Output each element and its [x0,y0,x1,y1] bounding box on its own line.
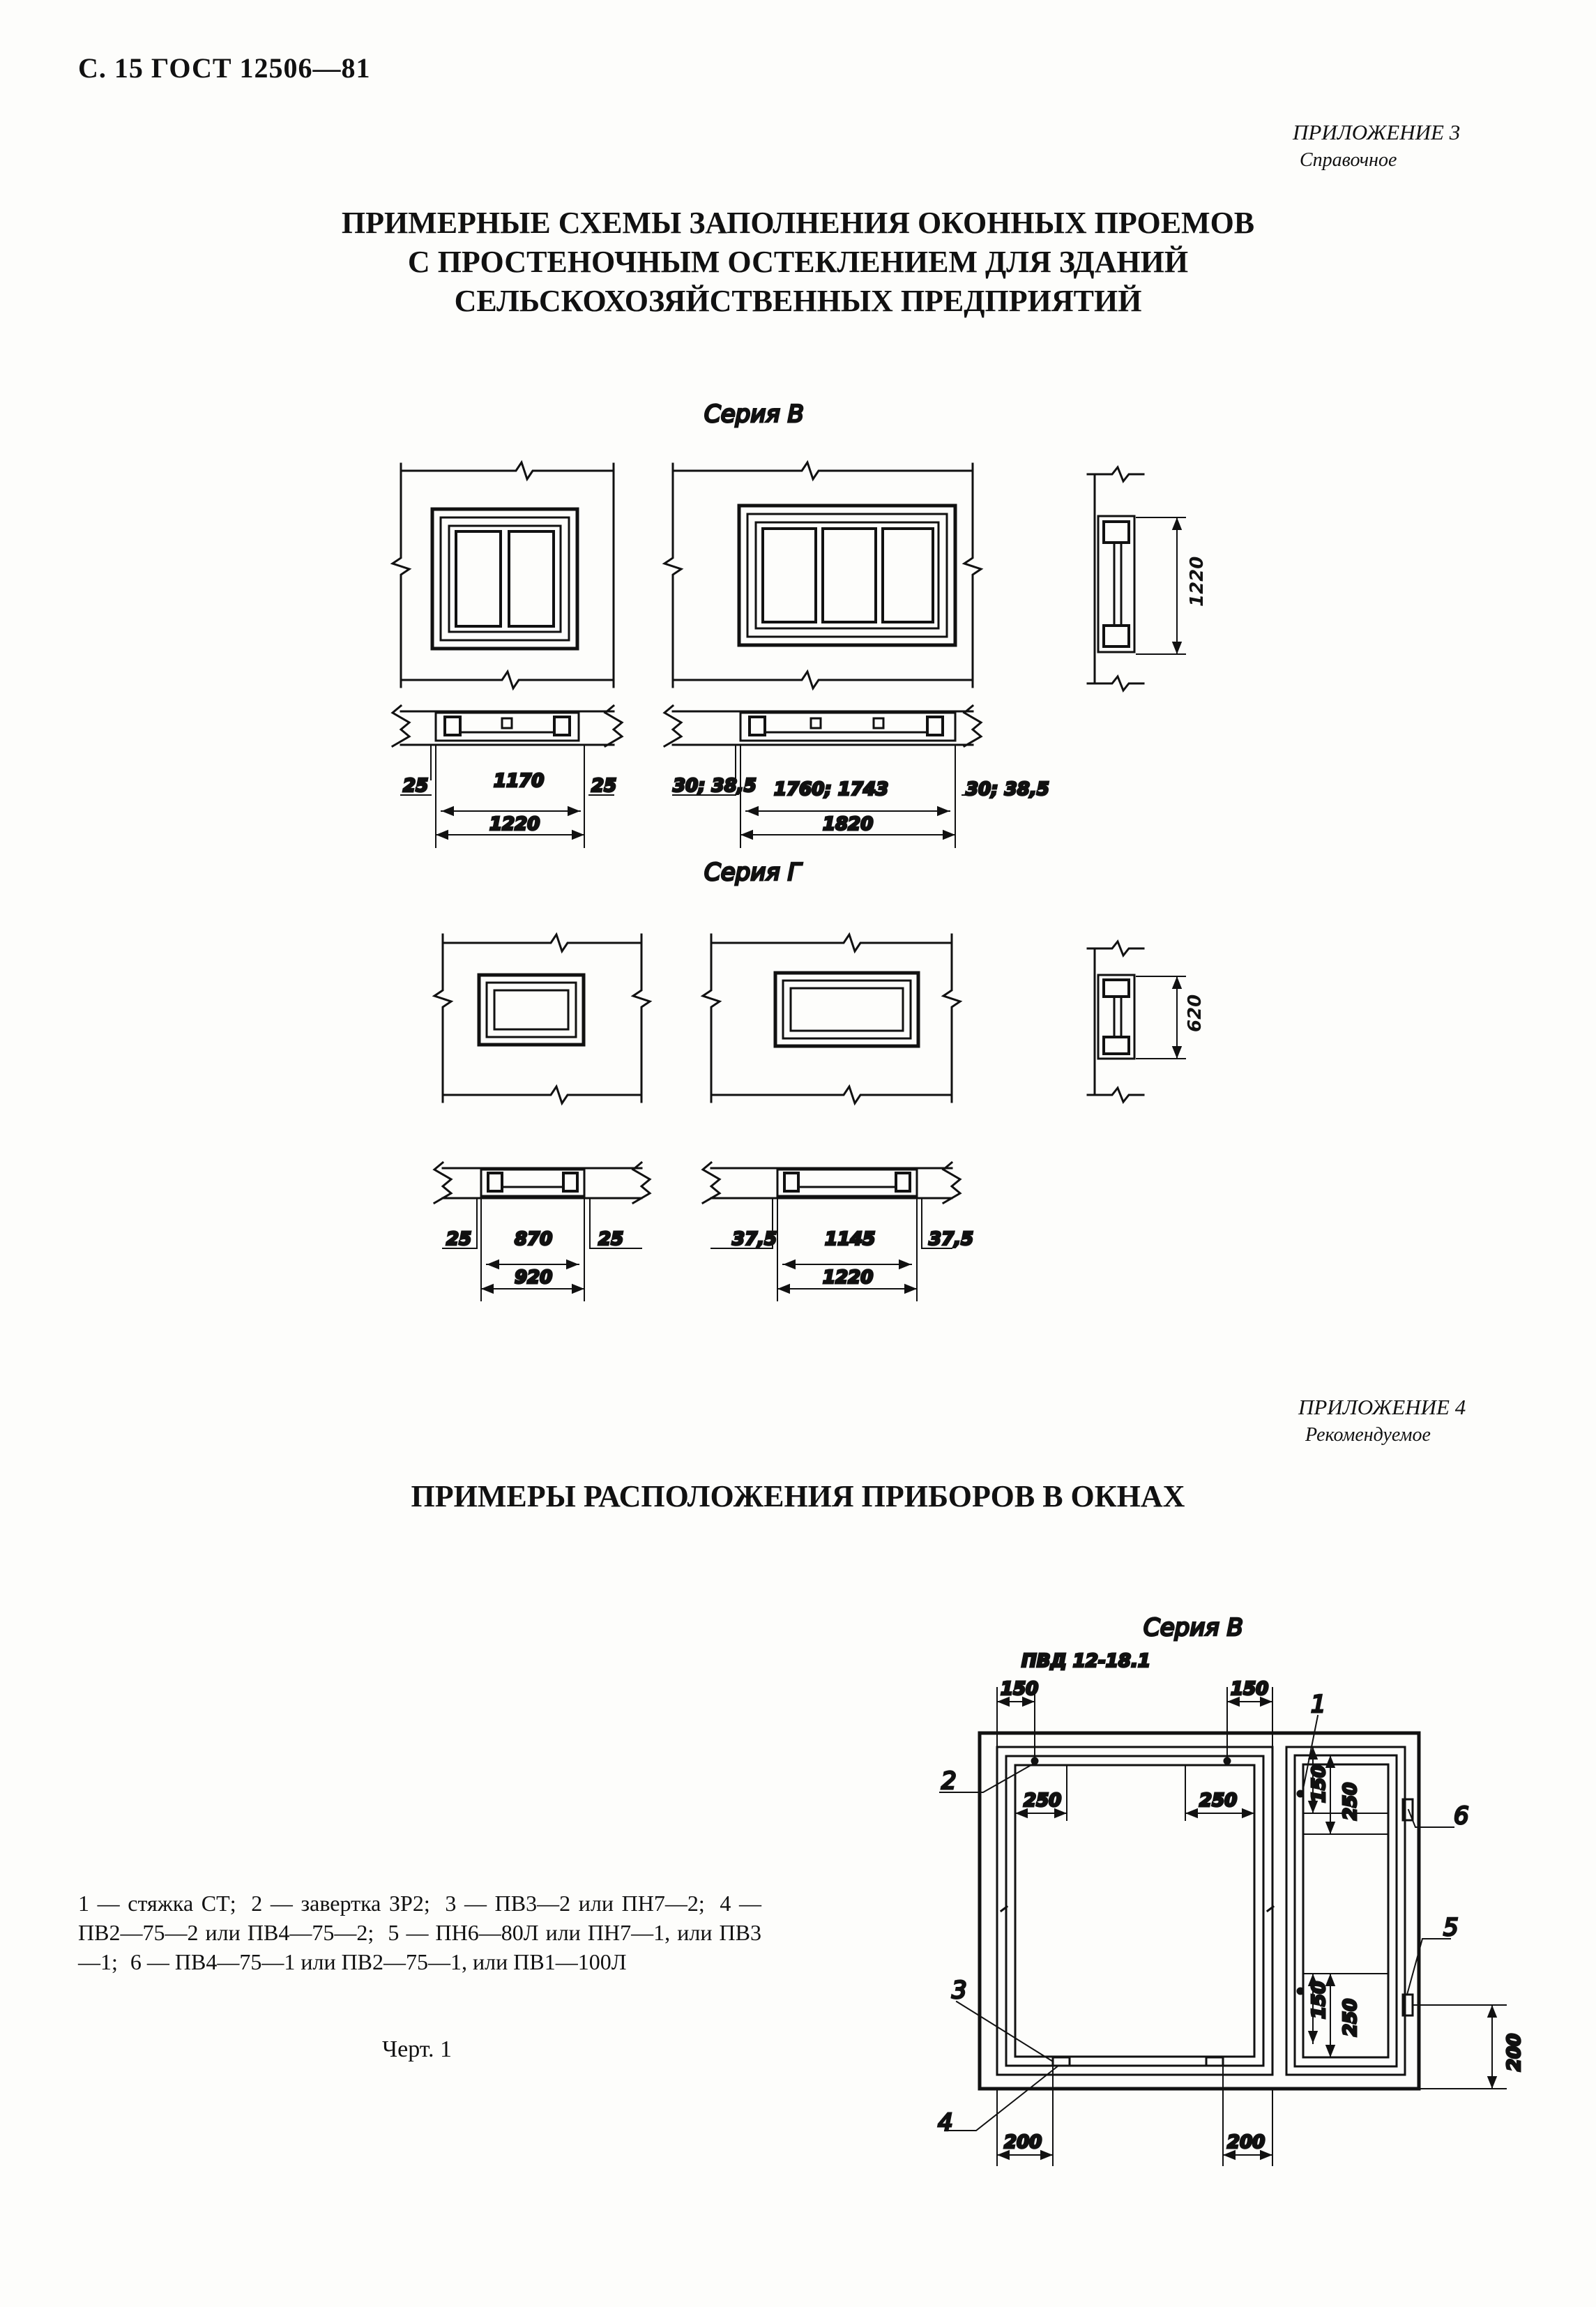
legend-item-4: 4 — ПВ2—75—2 или ПВ4—75—2; [78,1891,762,1945]
appendix4-note: Рекомендуемое [1305,1424,1431,1446]
series-g-left-edge-l: 25 [446,1229,472,1250]
appendix4-window-frame [940,1688,1506,2165]
page-header: С. 15 ГОСТ 12506—81 [78,52,371,84]
a4-dim-right-height: 200 [1504,2033,1525,2071]
callout-1: 1 [1311,1690,1326,1718]
series-g-vertical-section [1088,941,1206,1102]
series-v-right-edge-r: 30; 38,5 [966,779,1049,800]
callout-3: 3 [952,1976,967,2004]
appendix3-note: Справочное [1300,149,1397,171]
a4-dim-inner-right: 250 [1199,1790,1238,1811]
legend-item-3: 3 — ПВ3—2 или ПН7—2; [445,1891,705,1916]
series-g-right-inner: 1145 [825,1229,876,1250]
a4-dim-side-top-250: 250 [1340,1782,1361,1820]
appendix3-title-line-1: ПРИМЕРНЫЕ СХЕМЫ ЗАПОЛНЕНИЯ ОКОННЫХ ПРОЕМОВ [341,206,1255,240]
series-v-section-height: 1220 [1187,556,1208,607]
appendix3-title-line-3: СЕЛЬСКОХОЗЯЙСТВЕННЫХ ПРЕДПРИЯТИЙ [454,284,1142,318]
series-v-right-edge-l: 30; 38,5 [673,776,757,796]
a4-dim-top-right: 150 [1231,1679,1269,1700]
series-v-left-elevation [393,462,614,688]
appendix4-window-code: ПВД 12-18.1 [1021,1651,1150,1672]
series-v-label: Серия В [704,400,804,428]
callout-5: 5 [1443,1914,1459,1942]
a4-dim-bottom-right: 200 [1227,2132,1266,2153]
appendix3-label: ПРИЛОЖЕНИЕ 3 [1293,120,1461,144]
series-v-right-overall: 1820 [823,814,874,835]
a4-dim-top-left: 150 [1001,1679,1039,1700]
series-g-right-edge-l: 37,5 [732,1229,777,1250]
legend [78,1889,761,1976]
appendix4-title: ПРИМЕРЫ РАСПОЛОЖЕНИЯ ПРИБОРОВ В ОКНАХ [411,1479,1185,1513]
series-g-left-edge-r: 25 [598,1229,624,1250]
a4-dim-bottom-left: 200 [1004,2132,1042,2153]
legend-item-6: 6 — ПВ4—75—1 или ПВ2—75—1, или ПВ1—100Л [130,1949,627,1974]
figure-caption: Черт. 1 [382,2036,453,2062]
a4-dim-side-bottom-250: 250 [1340,1998,1361,2036]
appendix4-label: ПРИЛОЖЕНИЕ 4 [1298,1395,1466,1419]
series-v-left-inner: 1170 [494,771,545,792]
a4-dim-inner-left: 250 [1024,1790,1062,1811]
series-g-right-edge-r: 37,5 [929,1229,974,1250]
a4-dim-side-top-150: 150 [1309,1764,1330,1803]
series-v-left-edge-r: 25 [591,776,617,796]
callout-4: 4 [938,2109,953,2137]
callout-2: 2 [941,1767,957,1795]
appendix4-series-label: Серия В [1143,1614,1243,1642]
series-v-right-inner: 1760; 1743 [774,779,889,800]
appendix3-title-line-2: С ПРОСТЕНОЧНЫМ ОСТЕКЛЕНИЕМ ДЛЯ ЗДАНИЙ [407,245,1189,279]
series-v-right-elevation [664,462,981,688]
series-v-left-edge-l: 25 [403,776,429,796]
series-g-left-elevation [434,935,650,1103]
series-g-right-overall: 1220 [823,1267,874,1288]
series-g-left-inner: 870 [515,1229,553,1250]
legend-item-1: 1 — стяжка СТ; [78,1891,236,1916]
legend-item-5: 5 — ПН6—80Л или ПН7—1, или ПВ3—1; [78,1920,762,1974]
series-g-section-height: 620 [1185,994,1206,1032]
series-v-left-overall: 1220 [489,814,540,835]
a4-dim-side-bottom-150: 150 [1309,1981,1330,2019]
callout-6: 6 [1454,1802,1469,1830]
series-g-right-elevation [703,935,960,1103]
series-g-label: Серия Г [704,858,801,886]
legend-item-2: 2 — завертка ЗР2; [251,1891,430,1916]
series-v-vertical-section [1088,467,1208,690]
series-g-left-overall: 920 [515,1267,553,1288]
